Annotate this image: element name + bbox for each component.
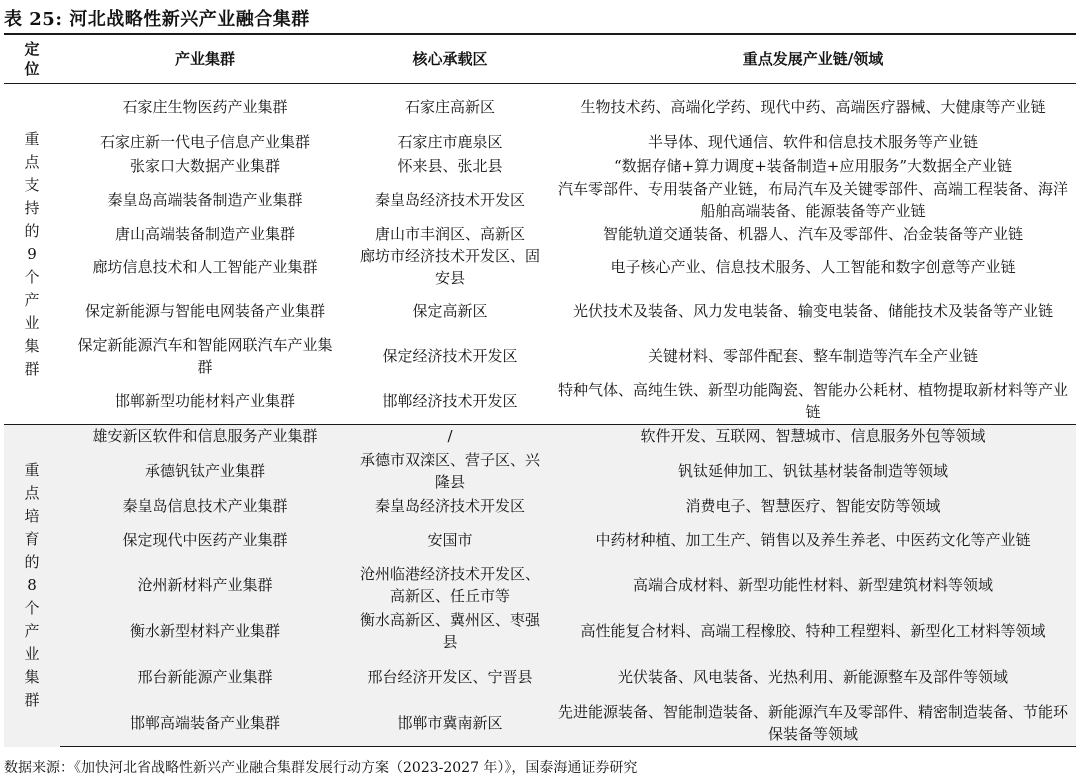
table-header-row	[4, 34, 1076, 84]
position-char: 点	[24, 484, 40, 503]
cluster-cell: 承德钒钛产业集群	[60, 448, 350, 494]
zone-cell: 秦皇岛经济技术开发区	[350, 178, 550, 223]
cluster-cell: 秦皇岛信息技术产业集群	[60, 494, 350, 518]
cluster-cell: 石家庄新一代电子信息产业集群	[60, 131, 350, 154]
chain-cell: 钒钛延伸加工、钒钛基材装备制造等领域	[550, 448, 1076, 494]
chain-cell: 消费电子、智慧医疗、智能安防等领域	[550, 494, 1076, 518]
position-char: 群	[24, 691, 40, 710]
cluster-cell: 沧州新材料产业集群	[60, 563, 350, 608]
table-row	[4, 700, 1076, 747]
table-title: 表 25: 河北战略性新兴产业融合集群	[4, 9, 310, 30]
header-position: 定位	[4, 34, 60, 84]
zone-cell: 怀来县、张北县	[350, 154, 550, 178]
position-char: 重	[24, 129, 40, 148]
cluster-cell: 石家庄生物医药产业集群	[60, 84, 350, 131]
position-char: 个	[24, 599, 40, 618]
zone-cell: 承德市双滦区、营子区、兴隆县	[350, 448, 550, 494]
cluster-cell: 保定新能源与智能电网装备产业集群	[60, 289, 350, 334]
table-row	[4, 494, 1076, 518]
table-row	[4, 518, 1076, 563]
cluster-cell: 邯郸新型功能材料产业集群	[60, 379, 350, 425]
header-chain: 重点发展产业链/领域	[550, 34, 1076, 84]
table-row	[4, 563, 1076, 608]
position-char: 持	[24, 198, 40, 217]
cluster-cell: 张家口大数据产业集群	[60, 154, 350, 178]
position-char: 的	[24, 553, 40, 572]
zone-cell: /	[350, 425, 550, 448]
chain-cell: 软件开发、互联网、智慧城市、信息服务外包等领域	[550, 425, 1076, 448]
zone-cell: 安国市	[350, 518, 550, 563]
zone-cell: 邢台经济开发区、宁晋县	[350, 655, 550, 700]
table-row	[4, 223, 1076, 245]
zone-cell: 邯郸经济技术开发区	[350, 379, 550, 425]
zone-cell: 石家庄市鹿泉区	[350, 131, 550, 154]
position-char: 培	[24, 507, 40, 526]
chain-cell: 光伏技术及装备、风力发电装备、输变电装备、储能技术及装备等产业链	[550, 289, 1076, 334]
header-zone: 核心承载区	[350, 34, 550, 84]
position-char: 的	[24, 221, 40, 240]
position-char: 点	[24, 152, 40, 171]
cluster-cell: 雄安新区软件和信息服务产业集群	[60, 425, 350, 448]
table-row	[4, 245, 1076, 289]
chain-cell: 电子核心产业、信息技术服务、人工智能和数字创意等产业链	[550, 245, 1076, 289]
chain-cell: 半导体、现代通信、软件和信息技术服务等产业链	[550, 131, 1076, 154]
cluster-cell: 保定现代中医药产业集群	[60, 518, 350, 563]
position-char: 支	[24, 175, 40, 194]
position-cell	[4, 425, 60, 747]
chain-cell: 汽车零部件、专用装备产业链，布局汽车及关键零部件、高端工程装备、海洋船舶高端装备、能源装备等产业链	[550, 178, 1076, 223]
position-char: 群	[24, 359, 40, 378]
table-row	[4, 131, 1076, 154]
zone-cell: 保定经济技术开发区	[350, 334, 550, 379]
cluster-cell: 邢台新能源产业集群	[60, 655, 350, 700]
table-row	[4, 178, 1076, 223]
table-row	[4, 608, 1076, 655]
zone-cell: 石家庄高新区	[350, 84, 550, 131]
table-row	[4, 84, 1076, 131]
position-char: 个	[24, 267, 40, 286]
chain-cell: 高端合成材料、新型功能性材料、新型建筑材料等领域	[550, 563, 1076, 608]
position-char: 产	[24, 622, 40, 641]
cluster-cell: 保定新能源汽车和智能网联汽车产业集群	[60, 334, 350, 379]
cluster-cell: 邯郸高端装备产业集群	[60, 700, 350, 747]
table-row	[4, 448, 1076, 494]
chain-cell: 智能轨道交通装备、机器人、汽车及零部件、冶金装备等产业链	[550, 223, 1076, 245]
data-source-note: 数据来源：《加快河北省战略性新兴产业融合集群发展行动方案（2023-2027 年）》，国泰海通证券研究	[4, 760, 638, 776]
zone-cell: 秦皇岛经济技术开发区	[350, 494, 550, 518]
chain-cell: 光伏装备、风电装备、光热利用、新能源整车及部件等领域	[550, 655, 1076, 700]
header-cluster: 产业集群	[60, 34, 350, 84]
chain-cell: 生物技术药、高端化学药、现代中药、高端医疗器械、大健康等产业链	[550, 84, 1076, 131]
chain-cell: 高性能复合材料、高端工程橡胶、特种工程塑料、新型化工材料等领域	[550, 608, 1076, 655]
table-row	[4, 289, 1076, 334]
position-char: 产	[24, 290, 40, 309]
zone-cell: 沧州临港经济技术开发区、高新区、任丘市等	[350, 563, 550, 608]
position-char: 8	[27, 576, 37, 595]
table-row	[4, 655, 1076, 700]
position-char: 重	[24, 461, 40, 480]
table-row	[4, 154, 1076, 178]
table-body	[4, 84, 1076, 747]
position-char: 业	[24, 645, 40, 664]
cluster-cell: 唐山高端装备制造产业集群	[60, 223, 350, 245]
position-char: 集	[24, 668, 40, 687]
chain-cell: 关键材料、零部件配套、整车制造等汽车全产业链	[550, 334, 1076, 379]
chain-cell: 中药材种植、加工生产、销售以及养生养老、中医药文化等产业链	[550, 518, 1076, 563]
zone-cell: 唐山市丰润区、高新区	[350, 223, 550, 245]
position-char: 业	[24, 313, 40, 332]
table-row	[4, 334, 1076, 379]
zone-cell: 邯郸市冀南新区	[350, 700, 550, 747]
chain-cell: 先进能源装备、智能制造装备、新能源汽车及零部件、精密制造装备、节能环保装备等领域	[550, 700, 1076, 747]
zone-cell: 保定高新区	[350, 289, 550, 334]
position-char: 集	[24, 336, 40, 355]
position-cell	[4, 84, 60, 425]
industry-cluster-table	[4, 33, 1076, 747]
zone-cell: 衡水高新区、冀州区、枣强县	[350, 608, 550, 655]
position-char: 9	[27, 244, 37, 263]
chain-cell: 特种气体、高纯生铁、新型功能陶瓷、智能办公耗材、植物提取新材料等产业链	[550, 379, 1076, 425]
cluster-cell: 衡水新型材料产业集群	[60, 608, 350, 655]
table-row	[4, 425, 1076, 448]
position-char: 育	[24, 530, 40, 549]
zone-cell: 廊坊市经济技术开发区、固安县	[350, 245, 550, 289]
cluster-cell: 秦皇岛高端装备制造产业集群	[60, 178, 350, 223]
chain-cell: “数据存储+算力调度+装备制造+应用服务”大数据全产业链	[550, 154, 1076, 178]
cluster-cell: 廊坊信息技术和人工智能产业集群	[60, 245, 350, 289]
table-row	[4, 379, 1076, 425]
